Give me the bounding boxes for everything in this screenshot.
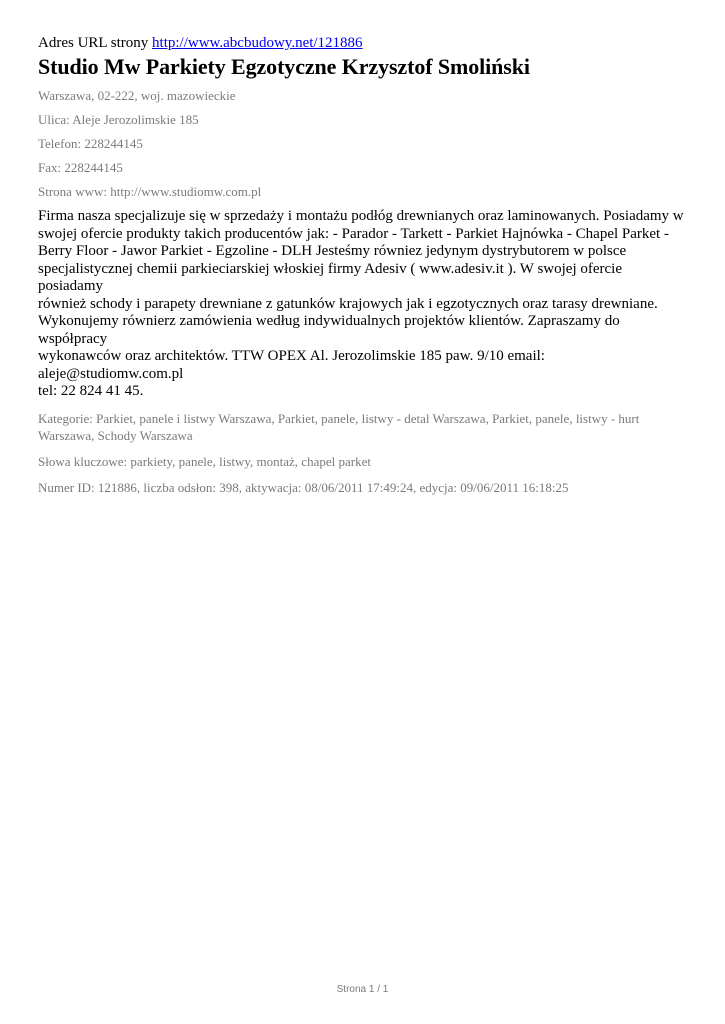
website-text: Strona www: http://www.studiomw.com.pl: [38, 184, 262, 199]
keywords-text: Słowa kluczowe: parkiety, panele, listwy, montaż, chapel parket: [38, 453, 371, 469]
record-info-text: Numer ID: 121886, liczba odsłon: 398, aktywacja: 08/06/2011 17:49:24, edycja: 09/06/2011 16:18:25: [38, 479, 569, 495]
location-text: Warszawa, 02-222, woj. mazowieckie: [38, 88, 236, 103]
url-line: [38, 34, 688, 52]
fax-text: Fax: 228244145: [38, 160, 123, 175]
page-title: Studio Mw Parkiety Egzotyczne Krzysztof Smoliński: [38, 54, 530, 79]
page-footer: Strona 1 / 1: [336, 984, 389, 995]
phone-text: Telefon: 228244145: [38, 136, 143, 151]
street-text: Ulica: Aleje Jerozolimskie 185: [38, 112, 199, 127]
url-label: Adres URL strony: [38, 35, 149, 51]
url-link[interactable]: http://www.abcbudowy.net/121886: [152, 35, 363, 51]
categories-text: Kategorie: Parkiet, panele i listwy Warszawa, Parkiet, panele, listwy - detal Warszawa, Parkiet, panele, listwy - hurt Warszawa, Schody Warszawa: [38, 410, 640, 443]
document-page: [38, 34, 688, 496]
description-text: Firma nasza specjalizuje się w sprzedaży i montażu podłóg drewnianych oraz laminowanych. Posiadamy w swojej ofercie produkty takich producentów jak: - Parador - Tarkett - Parkiet Hajnówka - Chapel Parket - Berry Floor - Jawor Parkiet - Egzoline - DLH Jesteśmy równiez jedynym dystrybutorem w polsce specjalistycznej chemii parkieciarskiej włoskiej firmy Adesiv ( www.adesiv.it ). W swojej ofercie posiadamy również schody i parapety drewniane z gatunków krajowych jak i egzotycznych oraz tarasy drewniane. Wykonujemy równierz zamówienia według indywidualnych projektów klientów. Zapraszamy do współpracy wykonawców oraz architektów. TTW OPEX Al. Jerozolimskie 185 paw. 9/10 email: aleje@studiomw.com.pl tel: 22 824 41 45.: [38, 208, 684, 399]
